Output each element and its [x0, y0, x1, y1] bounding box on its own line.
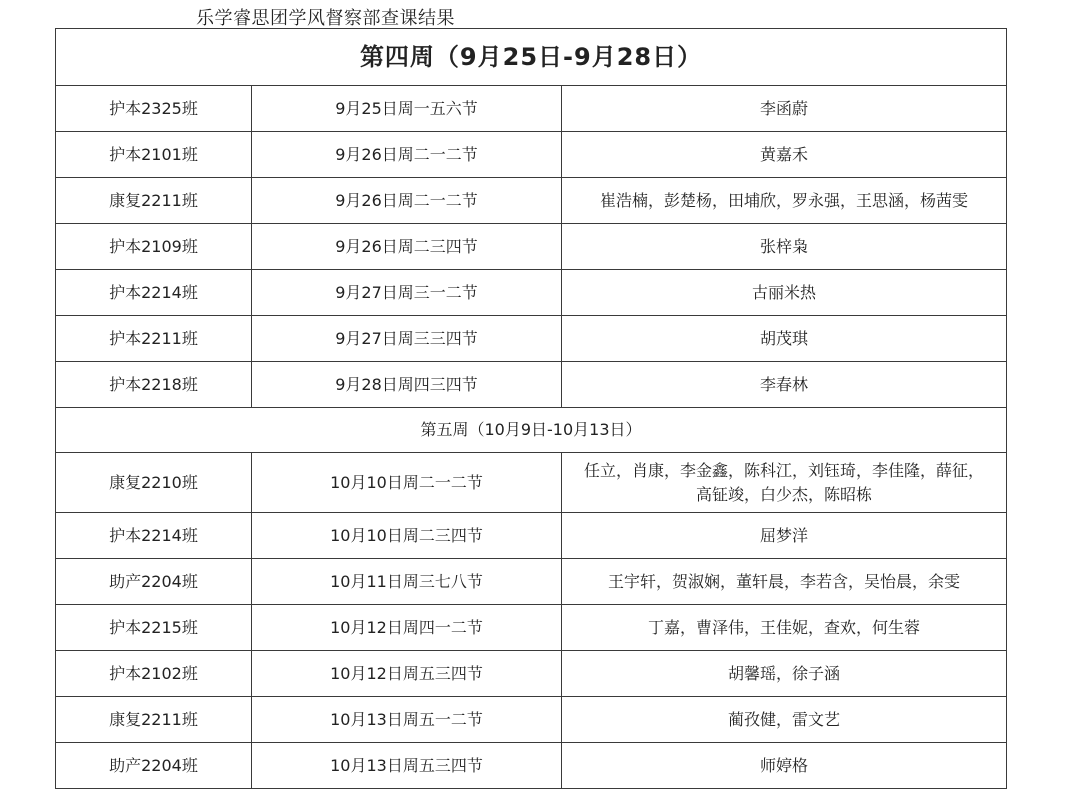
document-title: 乐学睿思团学风督察部查课结果: [196, 8, 455, 29]
class-cell: 康复2211班: [56, 697, 252, 743]
names-cell: 李函蔚: [562, 86, 1007, 132]
class-cell: 护本2102班: [56, 651, 252, 697]
time-cell: 9月27日周三一二节: [252, 270, 562, 316]
names-cell: 胡馨瑶，徐子涵: [562, 651, 1007, 697]
class-cell: 护本2214班: [56, 270, 252, 316]
time-cell: 10月13日周五一二节: [252, 697, 562, 743]
class-cell: 康复2211班: [56, 178, 252, 224]
table-row: [56, 513, 1007, 559]
names-cell: 蔺孜健，雷文艺: [562, 697, 1007, 743]
names-cell: 任立，肖康，李金鑫，陈科江，刘钰琦，李佳隆，薛征，高钲竣，白少杰，陈昭栋: [562, 453, 1007, 513]
names-cell: 丁嘉，曹泽伟，王佳妮，查欢，何生蓉: [562, 605, 1007, 651]
table-row: [56, 132, 1007, 178]
time-cell: 10月10日周二一二节: [252, 453, 562, 513]
time-cell: 10月11日周三七八节: [252, 559, 562, 605]
names-cell: 黄嘉禾: [562, 132, 1007, 178]
inspection-results-table: [55, 28, 1007, 789]
table-row: [56, 224, 1007, 270]
class-cell: 助产2204班: [56, 559, 252, 605]
class-cell: 护本2218班: [56, 362, 252, 408]
table-row: [56, 651, 1007, 697]
time-cell: 10月12日周五三四节: [252, 651, 562, 697]
names-cell: 屈梦洋: [562, 513, 1007, 559]
time-cell: 9月26日周二三四节: [252, 224, 562, 270]
time-cell: 9月27日周三三四节: [252, 316, 562, 362]
time-cell: 10月13日周五三四节: [252, 743, 562, 789]
table-row: [56, 559, 1007, 605]
class-cell: 护本2214班: [56, 513, 252, 559]
names-cell: 古丽米热: [562, 270, 1007, 316]
time-cell: 9月25日周一五六节: [252, 86, 562, 132]
time-cell: 10月10日周二三四节: [252, 513, 562, 559]
class-cell: 助产2204班: [56, 743, 252, 789]
time-cell: 9月26日周二一二节: [252, 132, 562, 178]
class-cell: 护本2211班: [56, 316, 252, 362]
time-cell: 10月12日周四一二节: [252, 605, 562, 651]
table-row: [56, 270, 1007, 316]
class-cell: 护本2101班: [56, 132, 252, 178]
week5-header-row: [56, 408, 1007, 453]
class-cell: 康复2210班: [56, 453, 252, 513]
table-row: [56, 178, 1007, 224]
names-cell: 崔浩楠，彭楚杨，田埔欣，罗永强，王思涵，杨茜雯: [562, 178, 1007, 224]
table-row: [56, 86, 1007, 132]
names-cell: 王宇轩，贺淑娴，董轩晨，李若含，吴怡晨，余雯: [562, 559, 1007, 605]
names-cell: 胡茂琪: [562, 316, 1007, 362]
names-cell: 师婷格: [562, 743, 1007, 789]
table-row: [56, 453, 1007, 513]
week4-header-row: [56, 29, 1007, 86]
class-cell: 护本2109班: [56, 224, 252, 270]
table-row: [56, 743, 1007, 789]
week5-header: 第五周（10月9日-10月13日）: [56, 408, 1007, 453]
table-row: [56, 362, 1007, 408]
names-cell: 李春林: [562, 362, 1007, 408]
class-cell: 护本2325班: [56, 86, 252, 132]
time-cell: 9月28日周四三四节: [252, 362, 562, 408]
names-cell: 张梓枭: [562, 224, 1007, 270]
time-cell: 9月26日周二一二节: [252, 178, 562, 224]
table-row: [56, 605, 1007, 651]
table-row: [56, 316, 1007, 362]
class-cell: 护本2215班: [56, 605, 252, 651]
week4-header: 第四周（9月25日-9月28日）: [56, 29, 1007, 86]
table-row: [56, 697, 1007, 743]
